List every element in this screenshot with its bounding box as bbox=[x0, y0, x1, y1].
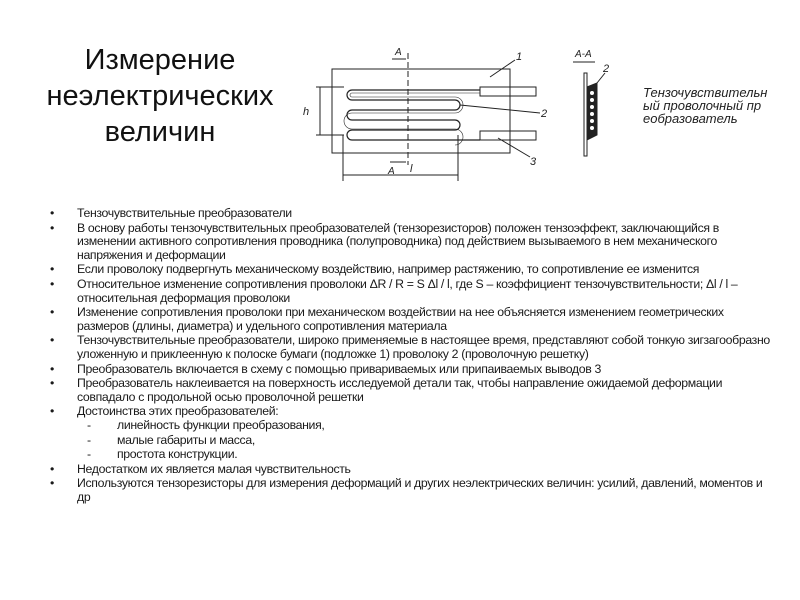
list-item: • Преобразователь наклеивается на поверхность исследуемой детали так, чтобы направление ожидаемой деформации совпадало с продольной осью проволочной решетки bbox=[50, 376, 723, 404]
list-item: • Тензочувствительные преобразователи bbox=[50, 206, 292, 220]
section-label-2: 2 bbox=[603, 63, 610, 75]
diagram-caption: Тензочувствительный проволочный преобразователь bbox=[643, 85, 768, 126]
section-label-top: A bbox=[395, 47, 402, 58]
wire-grid bbox=[344, 90, 480, 145]
advantages-list bbox=[77, 419, 770, 462]
label-1: 1 bbox=[516, 51, 523, 63]
list-item: • Недостатком их является малая чувствительность bbox=[50, 461, 351, 476]
label-2: 2 bbox=[541, 108, 548, 120]
list-item: • Достоинства этих преобразователей: - линейность функции преобразования, - малые габариты и масса, - простота конструкции. bbox=[50, 405, 770, 461]
strain-gauge-diagram bbox=[300, 35, 640, 195]
list-item: • Тензочувствительные преобразователи, широко применяемые в настоящее время, представляют собой тонкую зигзагообразно уложенную и приклеенную к полоске бумаги (подложке 1) проволоку 2 (проволочную решетку) bbox=[50, 333, 770, 361]
sub-list-item: - малые габариты и масса, bbox=[87, 432, 255, 447]
label-3: 3 bbox=[530, 156, 537, 168]
dim-h: h bbox=[303, 106, 310, 118]
list-item: • Если проволоку подвергнуть механическому воздействию, например растяжению, то сопротивление ее изменится bbox=[50, 262, 700, 277]
lead-bottom bbox=[480, 131, 536, 140]
list-item: • В основу работы тензочувствительных преобразователей (тензорезисторов) положен тензоэффект, заключающийся в изменении активного сопротивления проводника (полупроводника) под действием вызываемого в нем механического напряжения и деформации bbox=[50, 220, 719, 262]
lead-top bbox=[480, 87, 536, 96]
section-label-bottom: A bbox=[388, 166, 395, 177]
dim-l: l bbox=[410, 163, 413, 175]
list-item: • Используются тензорезисторы для измерения деформаций и других неэлектрических величин: усилий, давлений, моментов и др bbox=[50, 476, 763, 504]
bullet-list bbox=[50, 207, 770, 505]
list-item: • Преобразователь включается в схему с помощью привариваемых или припаиваемых выводов 3 bbox=[50, 361, 601, 376]
list-item: • Изменение сопротивления проволоки при механическом воздействии на нее объясняется изменением геометрических размеров (длины, диаметра) и удельного сопротивления материала bbox=[50, 305, 724, 333]
list-item: • Относительное изменение сопротивления проволоки ΔR / R = S Δl / l, где S – коэффициент тензочувствительности; Δl / l – относительная деформация проволоки bbox=[50, 276, 738, 305]
slide-title: Измерение неэлектрических величин bbox=[46, 44, 274, 148]
sub-list-item: - простота конструкции. bbox=[87, 447, 238, 462]
section-view-label: A-A bbox=[575, 49, 592, 60]
sub-list-item: - линейность функции преобразования, bbox=[87, 417, 325, 432]
